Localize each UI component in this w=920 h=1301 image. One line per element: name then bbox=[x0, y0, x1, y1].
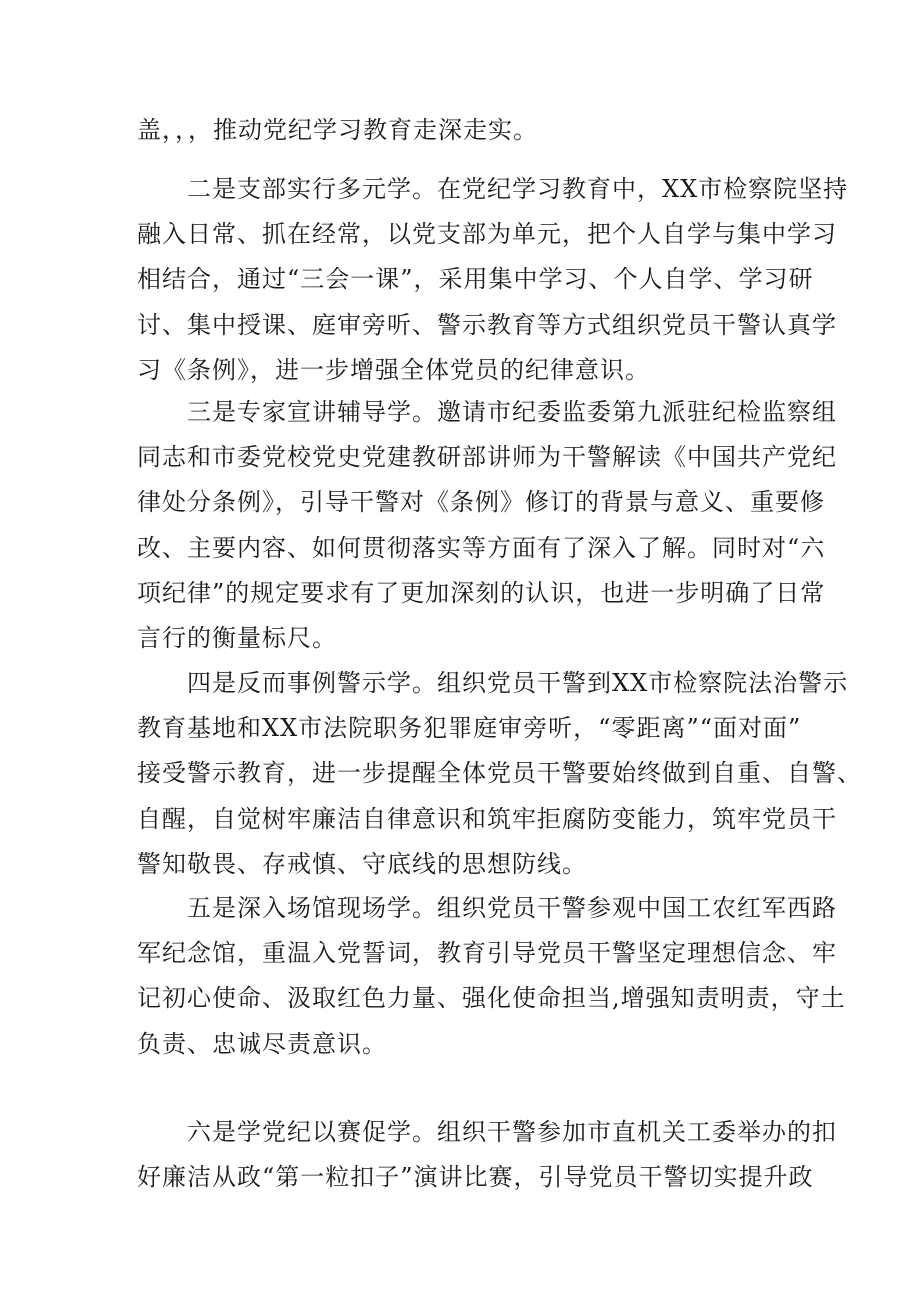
text-line: 言行的衡量标尺。 bbox=[137, 623, 337, 652]
text-line: 负责、忠诚尽责意识。 bbox=[137, 1029, 387, 1058]
text-line: 五是深入场馆现场学。组织党员干警参观中国工农红军西路 bbox=[187, 894, 837, 922]
text-line: 警知敬畏、存戒慎、守底线的思想防线。 bbox=[137, 849, 587, 878]
paragraph-3 bbox=[137, 661, 862, 887]
text-line: 讨、集中授课、庭审旁听、警示教育等方式组织党员干警认真学 bbox=[137, 310, 837, 339]
text-line: 相结合，通过“三会一课”，采用集中学习、个人自学、学习研 bbox=[137, 265, 814, 294]
text-line: 同志和市委党校党史党建教研部讲师为干警解读《中国共产党纪 bbox=[137, 443, 837, 472]
text-line: 改、主要内容、如何贯彻落实等方面有了深入了解。同时对“六 bbox=[137, 533, 826, 562]
paragraph-4 bbox=[137, 886, 846, 1067]
text-line: 律处分条例》，引导干警对《条例》修订的背景与意义、重要修 bbox=[137, 488, 825, 517]
text-line: 融入日常、抓在经常，以党支部为单元，把个人自学与集中学习 bbox=[137, 220, 837, 249]
text-line: 自醒，自觉树牢廉洁自律意识和筑牢拒腐防变能力，筑牢党员干 bbox=[137, 804, 837, 833]
text-line: 三是专家宣讲辅导学。邀请市纪委监委第九派驻纪检监察组 bbox=[187, 398, 837, 426]
text-line: 记初心使命、汲取红色力量、强化使命担当,增强知责明责，守土 bbox=[137, 984, 846, 1013]
text-line: 教育基地和XX市法院职务犯罪庭审旁听，“零距离”“面对面” bbox=[137, 714, 802, 743]
paragraph-1 bbox=[137, 167, 849, 393]
text-line: 四是反而事例警示学。组织党员干警到XX市检察院法治警示 bbox=[187, 669, 849, 697]
paragraph-2 bbox=[137, 390, 837, 661]
text-line: 接受警示教育，进一步提醒全体党员干警要始终做到自重、自警、 bbox=[137, 759, 862, 788]
text-line: 六是学党纪以赛促学。组织干警参加市直机关工委举办的扣 bbox=[187, 1118, 837, 1146]
text-line: 习《条例》，进一步增强全体党员的纪律意识。 bbox=[137, 355, 650, 384]
text-line: 军纪念馆，重温入党誓词，教育引导党员干警坚定理想信念、牢 bbox=[137, 939, 837, 968]
paragraph-0 bbox=[137, 108, 797, 153]
text-line: 好廉洁从政“第一粒扣子”演讲比赛，引导党员干警切实提升政 bbox=[137, 1163, 814, 1192]
text-line: 二是支部实行多元学。在党纪学习教育中，XX市检察院坚持 bbox=[187, 175, 849, 203]
text-line: 盖，，，推动党纪学习教育走深走实。 bbox=[137, 116, 538, 144]
paragraph-5 bbox=[137, 1110, 837, 1200]
text-line: 项纪律”的规定要求有了更加深刻的认识，也进一步明确了日常 bbox=[137, 578, 826, 607]
